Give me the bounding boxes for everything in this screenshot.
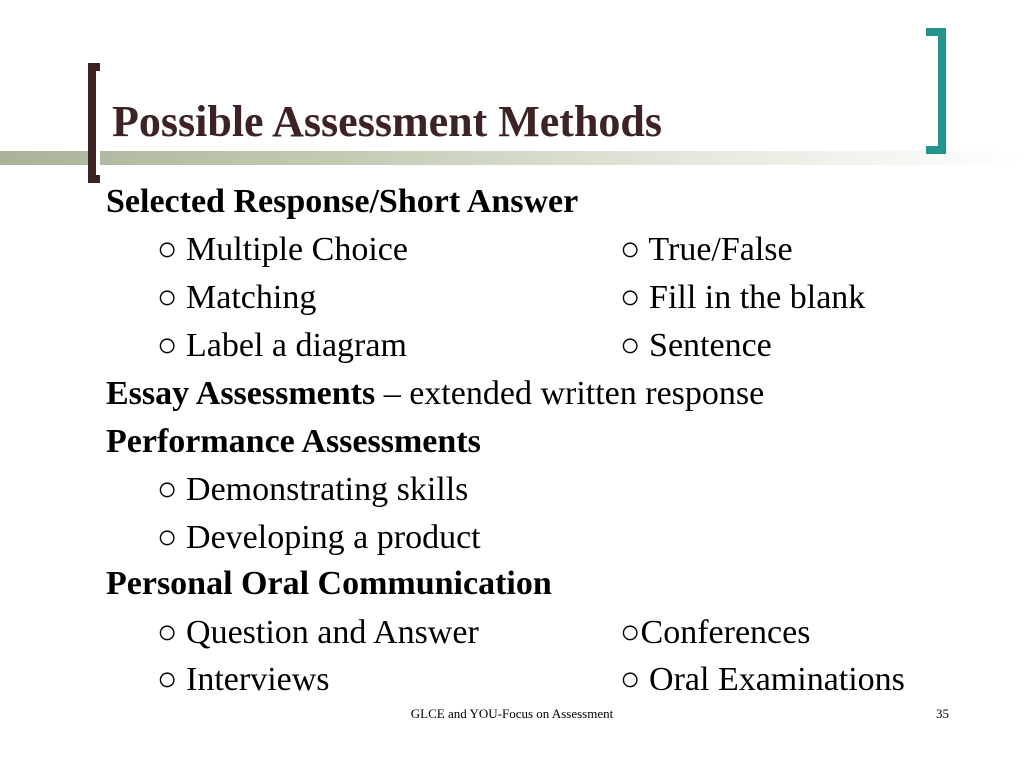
- list-item: ○ Oral Examinations: [620, 661, 905, 698]
- list-item: ○ Label a diagram: [157, 327, 407, 364]
- list-item: ○ Fill in the blank: [620, 279, 866, 316]
- left-bracket-decoration: [88, 63, 100, 183]
- list-item: ○ Demonstrating skills: [157, 471, 469, 508]
- list-item: ○Conferences: [620, 614, 811, 651]
- title-underline-bar: [0, 151, 1024, 165]
- list-item: ○ Interviews: [157, 661, 330, 698]
- section-heading-selected-response: Selected Response/Short Answer: [106, 183, 579, 220]
- list-item: ○ Multiple Choice: [157, 231, 408, 268]
- essay-heading-description: – extended written response: [375, 375, 765, 412]
- essay-heading-label: Essay Assessments: [106, 375, 376, 412]
- section-heading-essay: [106, 374, 764, 414]
- list-item: ○ Developing a product: [157, 519, 481, 556]
- slide-title: Possible Assessment Methods: [112, 97, 663, 146]
- page-number: 35: [936, 706, 949, 721]
- right-bracket-decoration: [926, 28, 946, 154]
- list-item: ○ True/False: [620, 231, 793, 268]
- list-item: ○ Sentence: [620, 327, 772, 364]
- list-item: ○ Matching: [157, 279, 317, 316]
- list-item: ○ Question and Answer: [157, 614, 479, 651]
- section-heading-performance: Performance Assessments: [106, 423, 481, 460]
- slide-footer: GLCE and YOU-Focus on Assessment: [410, 706, 614, 721]
- section-heading-oral-communication: Personal Oral Communication: [106, 565, 552, 602]
